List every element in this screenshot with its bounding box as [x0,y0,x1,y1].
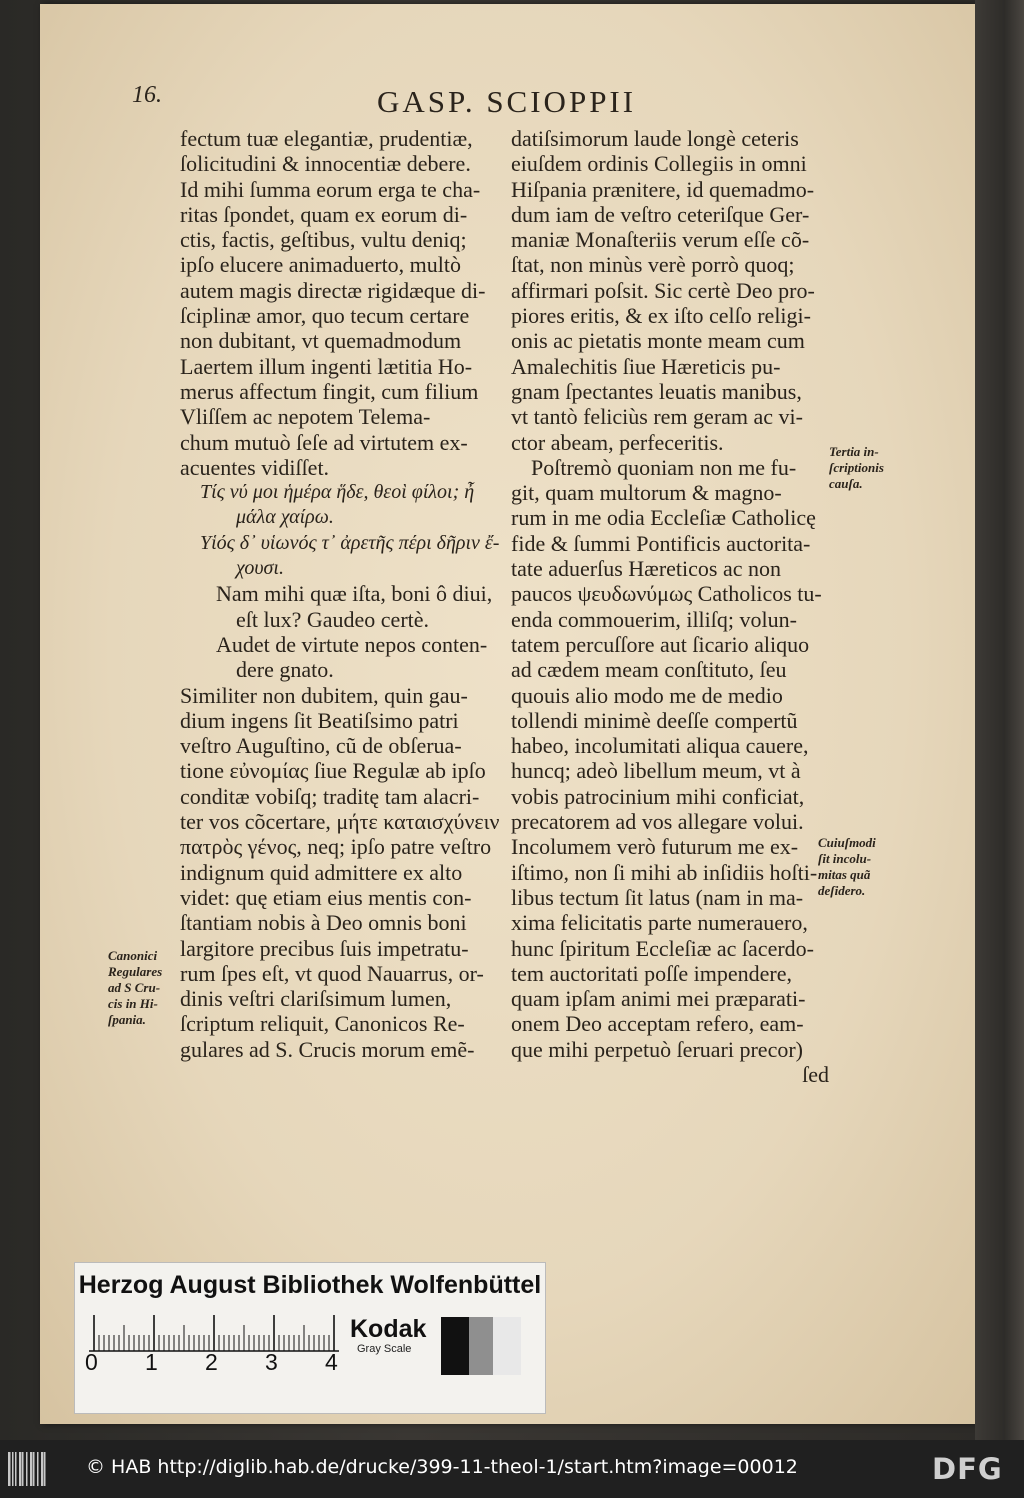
ruler-number: 2 [205,1349,218,1375]
text-line: tollendi minimè deeſſe compertũ [511,707,798,733]
marginal-note-line: cauſa. [829,476,863,491]
library-name: Herzog August Bibliothek Wolfenbüttel [78,1271,542,1299]
gray-swatch-mid [469,1317,493,1375]
barcode-bar [15,1452,17,1486]
marginal-note-cuiusmodi [818,835,876,899]
text-line: conditæ vobiſq; traditę tam alacri- [180,783,480,809]
page-fold [975,0,1024,1440]
text-line: paucos ψευδωνύμως Catholicos tu- [511,581,822,607]
text-line: Nam mihi quæ iſta, boni ô diui, [216,581,493,607]
running-title: GASP. SCIOPPII [377,84,637,119]
text-line: fectum tuæ elegantiæ, prudentiæ, [180,126,473,151]
text-line: ter vos cõcertare, μήτε καταισχύνειν [180,809,500,835]
barcode-bar [22,1452,24,1486]
barcode-bar [12,1452,14,1486]
text-line: Audet de virtute nepos conten- [216,631,488,657]
text-line: ad cædem meam conſtituto, ſeu [511,657,787,683]
text-line: Υἱός δ᾽ υἱωνός τ᾽ ἀρετῆς πέρι δῆριν ἔ- [200,531,500,554]
text-line: que mihi perpetuò ſeruari precor) [511,1036,803,1062]
text-line: largitore precibus ſuis impetratu- [180,935,469,961]
text-line: ipſo elucere animaduerto, multò [180,252,462,278]
ruler-number: 1 [145,1349,158,1375]
marginal-note-line: ſit incolu- [818,851,872,866]
text-line: ctor abeam, perfeceritis. [511,429,724,455]
marginal-note-line: ſpania. [108,1012,146,1027]
text-line: eiuſdem ordinis Collegiis in omni [511,151,807,177]
barcode-bar [33,1452,35,1486]
text-line: ſed [802,1061,829,1087]
text-line: ſciplinæ amor, quo tecum certare [180,303,470,329]
text-line: indignum quid admittere ex alto [180,859,463,885]
text-line: rum in me odia Eccleſiæ Catholicę [511,505,816,531]
text-line: onis ac pietatis monte meam cum [511,328,805,354]
text-line: πατρὸς γένος, neq; ipſo patre veſtro [180,834,492,860]
text-line: tate aduerſus Hæreticos ac non [511,556,782,582]
text-line: acuentes vidiſſet. [180,454,330,480]
text-line: ctis, factis, geſtibus, vultu deniq; [180,227,467,253]
text-line: dum iam de veſtro ceteriſque Ger- [511,201,810,227]
marginal-note-canonici [108,948,162,1028]
text-line: affirmari poſsit. Sic certè Deo pro- [511,277,815,303]
text-line: hunc ſpiritum Eccleſiæ ac ſacerdo- [511,935,814,961]
text-line: veſtro Auguſtino, cũ de obſerua- [180,733,462,759]
text-line: ritas ſpondet, quam ex eorum di- [180,201,468,227]
dfg-logo: DFG [932,1452,1003,1486]
text-line: Poſtremò quoniam non me fu- [531,454,797,480]
barcode-bar [41,1452,44,1486]
barcode-bar [44,1452,46,1486]
text-line: Τίς νύ μοι ἡμέρα ἥδε, θεοὶ φίλοι; ἦ [200,481,475,504]
barcode-bar [8,1452,11,1486]
text-line: gnam ſpectantes leuatis manibus, [511,378,802,404]
marginal-note-line: deſidero. [818,883,866,898]
text-line: maniæ Monaſteriis verum eſſe cõ- [511,227,810,253]
barcode-bar [37,1452,39,1486]
text-line: merus affectum fingit, cum filium [180,378,479,404]
hab-barcode-icon [6,1450,48,1488]
text-line: Hiſpania prænitere, id quemadmo- [511,176,815,202]
text-line: tatem percuſſore aut ſicario aliquo [511,631,810,657]
gray-swatch-light [493,1317,521,1375]
text-line: onem Deo acceptam refero, eam- [511,1011,804,1037]
text-line: iſtimo, non ſi mihi ab inſidiis hoſti- [511,859,818,885]
barcode-bar [19,1452,22,1486]
marginal-note-line: mitas quã [818,867,871,882]
gray-swatch-black [441,1317,469,1375]
text-line: ſtat, non minùs verè porrò quoq; [511,252,795,278]
copyright-url[interactable]: © HAB http://diglib.hab.de/drucke/399-11-theol-1/start.htm?image=00012 [86,1456,798,1478]
text-line: habeo, incolumitati aliqua cauere, [511,733,809,759]
barcode-bar [26,1452,28,1486]
text-line: dere gnato. [236,657,334,683]
ruler-number: 3 [265,1349,278,1375]
text-line: tione εὐνομίας ſiue Regulæ ab ipſo [180,758,486,784]
text-line: tem auctoritati poſſe impendere, [511,960,793,986]
text-line: videt: quę etiam eius mentis con- [180,884,472,910]
text-line: piores eritis, & ex iſto celſo religi- [511,303,811,329]
barcode-bar [30,1452,33,1486]
text-line: git, quam multorum & magno- [511,480,782,506]
marginal-note-line: Regulares [108,964,163,979]
marginal-note-tertia [829,444,884,492]
text-line: enda commouerim, illiſq; volun- [511,606,797,632]
text-line: gulares ad S. Crucis morum emẽ- [180,1036,475,1062]
ruler-number: 4 [325,1349,338,1375]
text-line: dium ingens ſit Beatiſsimo patri [180,707,459,733]
text-column-left [180,126,500,1062]
marginal-note-line: ſcriptionis [829,460,884,475]
text-line: Laertem illum ingenti lætitia Ho- [180,353,473,379]
text-line: fide & ſummi Pontificis auctorita- [511,530,811,556]
ruler-numbers [85,1349,345,1375]
text-line: vobis patrocinium mihi conficiat, [511,783,805,809]
text-line: μάλα χαίρω. [236,506,334,529]
text-line: autem magis directæ rigidæque di- [180,277,486,303]
text-line: Id mihi ſumma eorum erga te cha- [180,176,481,202]
text-line: chum mutuò ſeſe ad virtutem ex- [180,429,468,455]
text-line: eſt lux? Gaudeo certè. [236,606,430,632]
text-line: vt tantò feliciùs rem geram ac vi- [511,404,803,430]
text-line: non dubitant, vt quemadmodum [180,328,462,354]
marginal-note-line: cis in Hi- [108,996,158,1011]
text-line: χουσι. [236,557,284,580]
footer-bar [0,1440,1024,1498]
text-line: Vliſſem ac nepotem Telema- [180,404,431,430]
marginal-note-line: Canonici [108,948,158,963]
text-line: Amalechitis ſiue Hæreticis pu- [511,353,781,379]
text-line: huncq; adeò libellum meum, vt à [511,758,801,784]
ruler-number: 0 [85,1349,98,1375]
text-line: quouis alio modo me de medio [511,682,783,708]
text-line: datiſsimorum laude longè ceteris [511,126,799,151]
text-line: dinis veſtri clariſsimum lumen, [180,986,452,1012]
text-line: ſcriptum reliquit, Canonicos Re- [180,1011,465,1037]
text-line: precatorem ad vos allegare volui. [511,809,804,835]
kodak-logo: Kodak [350,1315,427,1343]
marginal-note-line: Cuiuſmodi [818,835,876,850]
text-column-right [511,126,829,1087]
text-line: quam ipſam animi mei præparati- [511,986,806,1012]
text-line: ſtantiam nobis à Deo omnis boni [180,910,467,936]
text-line: libus tectum ſit latus (nam in ma- [511,884,804,910]
marginal-note-line: ad S Cru- [108,980,161,995]
color-target-card [74,1262,546,1414]
gray-scale-label: Gray Scale [357,1343,412,1355]
marginal-note-line: Tertia in- [829,444,879,459]
text-line: ſolicitudini & innocentiæ debere. [180,151,471,177]
text-line: Similiter non dubitem, quin gau- [180,682,468,708]
ruler-scale [89,1313,339,1353]
text-line: rum ſpes eſt, vt quod Nauarrus, or- [180,960,484,986]
text-line: xima felicitatis parte numerauero, [511,910,808,936]
text-line: Incolumem verò futurum me ex- [511,834,799,860]
page-number: 16. [132,82,162,108]
